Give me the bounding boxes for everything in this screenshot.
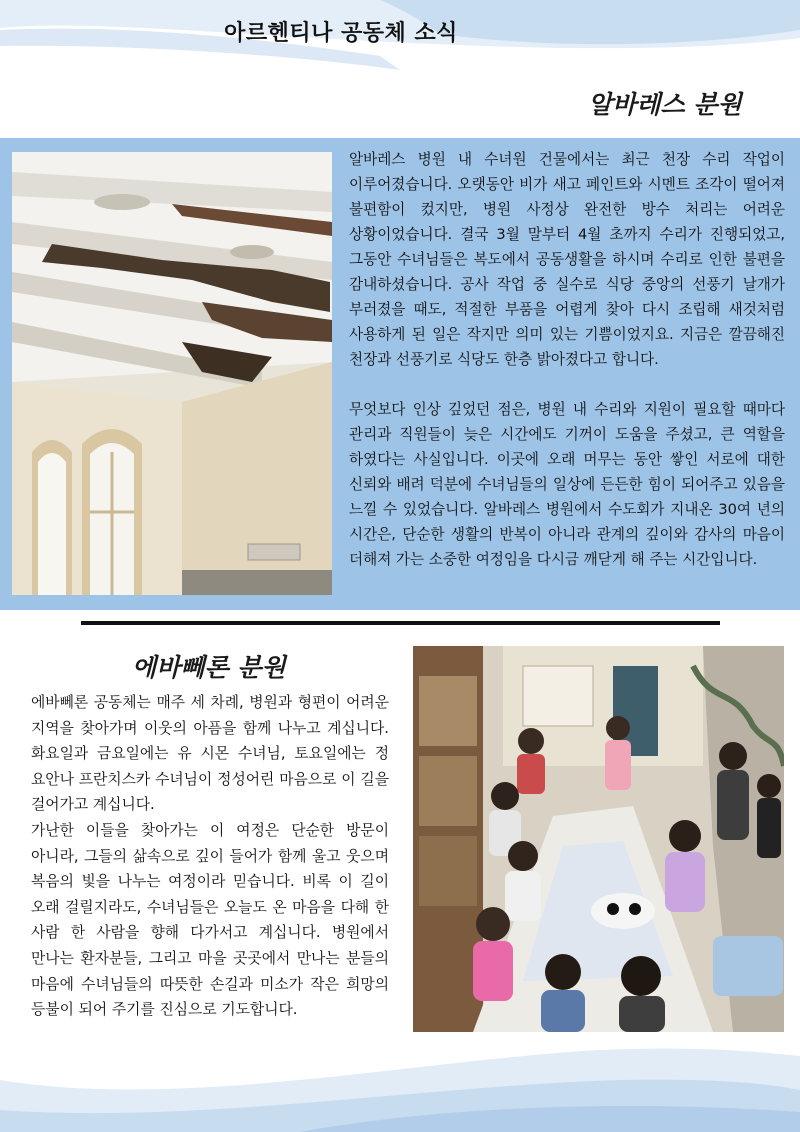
- alvarez-article-text: [349, 147, 785, 572]
- footer-wave-decoration: [0, 1040, 800, 1132]
- ebapere-article-text: [31, 690, 389, 1023]
- alvarez-paragraph-2: 무엇보다 인상 깊었던 점은, 병원 내 수리와 지원이 필요할 때마다 관리과 직원들이 늦은 시간에도 기꺼이 도움을 주셨고, 큰 역할을 하였다는 사실입니다. 이곳에 오래 머무는 동안 쌓인 서로에 대한 신뢰와 배려 덕분에 수녀님들의 일상에 든든한 힘이 되어주고 있음을 느낄 수 있었습니다. 알바레스 병원에서 수도회가 지내온 30여 년의 시간은, 단순한 생활의 반복이 아니라 관계의 깊이와 감사의 마음이 더해져 가는 소중한 여정임을 다시금 깨닫게 해 주는 시간입니다.: [349, 401, 785, 568]
- alvarez-paragraph-1: 알바레스 병원 내 수녀원 건물에서는 최근 천장 수리 작업이 이루어졌습니다. 오랫동안 비가 새고 페인트와 시멘트 조각이 떨어져 불편함이 컸지만, 병원 사정상 완전한 방수 처리는 어려운 상황이었습니다. 결국 3월 말부터 4월 초까지 수리가 진행되었고, 그동안 수녀님들은 복도에서 공동생활을 하시며 수리로 인한 불편을 감내하셨습니다. 공사 작업 중 실수로 식당 중앙의 선풍기 날개가 부러졌을 때도, 적절한 부품을 어렵게 찾아 다시 조립해 새것처럼 사용하게 된 일은 작지만 의미 있는 기쁨이었지요. 지금은 깔끔해진 천장과 선풍기로 식당도 한층 밝아졌다고 합니다.: [349, 151, 785, 368]
- ceiling-photo-icon: [12, 152, 332, 595]
- ceiling-repair-photo: [12, 152, 332, 595]
- alvarez-section-title: 알바레스 분원: [588, 90, 742, 119]
- children-activity-photo: [413, 646, 784, 1032]
- ebapere-paragraph-1: 에바뻬론 공동체는 매주 세 차례, 병원과 형편이 어려운 지역을 찾아가며 이웃의 아픔을 함께 나누고 계십니다. 화요일과 금요일에는 유 시몬 수녀님, 토요일에는 정 요안나 프란치스카 수녀님이 정성어린 마음으로 이 길을 걸어가고 계십니다.: [31, 694, 389, 814]
- section-divider: [81, 621, 720, 625]
- ebapere-paragraph-2: 가난한 이들을 찾아가는 이 여정은 단순한 방문이 아니라, 그들의 삶속으로 깊이 들어가 함께 울고 웃으며 복음의 빛을 나누는 여정이라 믿습니다. 비록 이 길이 오래 걸릴지라도, 수녀님들은 오늘도 온 마음을 다해 한 사람 한 사람을 향해 다가서고 계십니다. 병원에서 만나는 환자분들, 그리고 마을 곳곳에서 만나는 분들의 마음에 수녀님들의 따뜻한 손길과 미소가 작은 희망의 등불이 되어 주기를 진심으로 기도합니다.: [31, 821, 389, 1019]
- children-photo-icon: [413, 646, 784, 1032]
- ebapere-section-title: 에바뻬론 분원: [132, 653, 286, 682]
- page-title: 아르헨티나 공동체 소식: [224, 21, 458, 46]
